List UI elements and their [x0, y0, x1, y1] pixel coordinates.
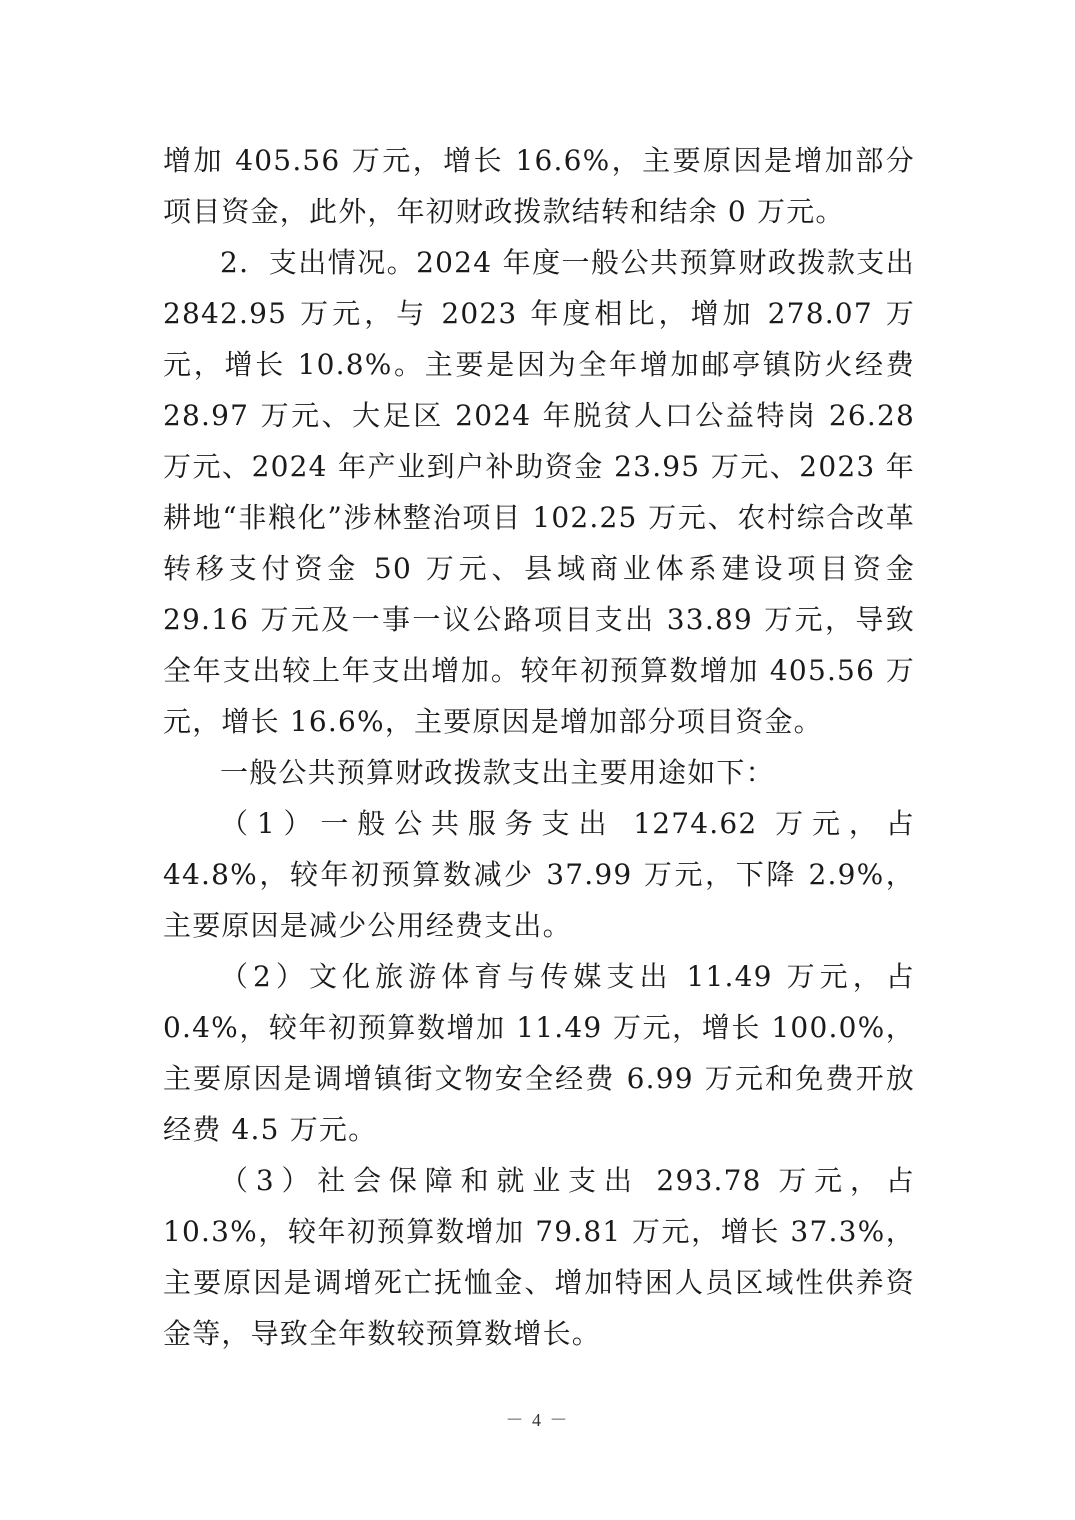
- paragraph-social-security-employment: （3）社会保障和就业支出 293.78 万元，占 10.3%，较年初预算数增加 79.81 万元，增长 37.3%，主要原因是调增死亡抚恤金、增加特困人员区域性供养资金等，导致全年数较预算数增长。: [163, 1164, 915, 1350]
- paragraph-general-public-services: （1）一般公共服务支出 1274.62 万元，占 44.8%，较年初预算数减少 37.99 万元，下降 2.9%，主要原因是减少公用经费支出。: [163, 807, 915, 942]
- paragraph-main-uses-intro: 一般公共预算财政拨款支出主要用途如下：: [220, 756, 775, 789]
- paragraph-expenditure-overview: 2．支出情况。2024 年度一般公共预算财政拨款支出 2842.95 万元，与 2023 年度相比，增加 278.07 万元，增长 10.8%。主要是因为全年增加邮亭镇防火经费 28.97 万元、大足区 2024 年脱贫人口公益特岗 26.28 万元、2024 年产业到户补助资金 23.95 万元、2023 年耕地“非粮化”涉林整治项目 102.25 万元、农村综合改革转移支付资金 50 万元、县域商业体系建设项目资金 29.16 万元及一事一议公路项目支出 33.89 万元，导致全年支出较上年支出增加。较年初预算数增加 405.56 万元，增长 16.6%，主要原因是增加部分项目资金。: [163, 246, 915, 738]
- paragraph-culture-tourism-sports-media: （2）文化旅游体育与传媒支出 11.49 万元，占 0.4%，较年初预算数增加 11.49 万元，增长 100.0%，主要原因是调增镇街文物安全经费 6.99 万元和免费开放经费 4.5 万元。: [163, 960, 915, 1146]
- document-body: [163, 135, 915, 1359]
- page-number: － 4 －: [505, 1410, 570, 1430]
- paragraph-continuation: 增加 405.56 万元，增长 16.6%，主要原因是增加部分项目资金，此外，年初财政拨款结转和结余 0 万元。: [163, 144, 915, 228]
